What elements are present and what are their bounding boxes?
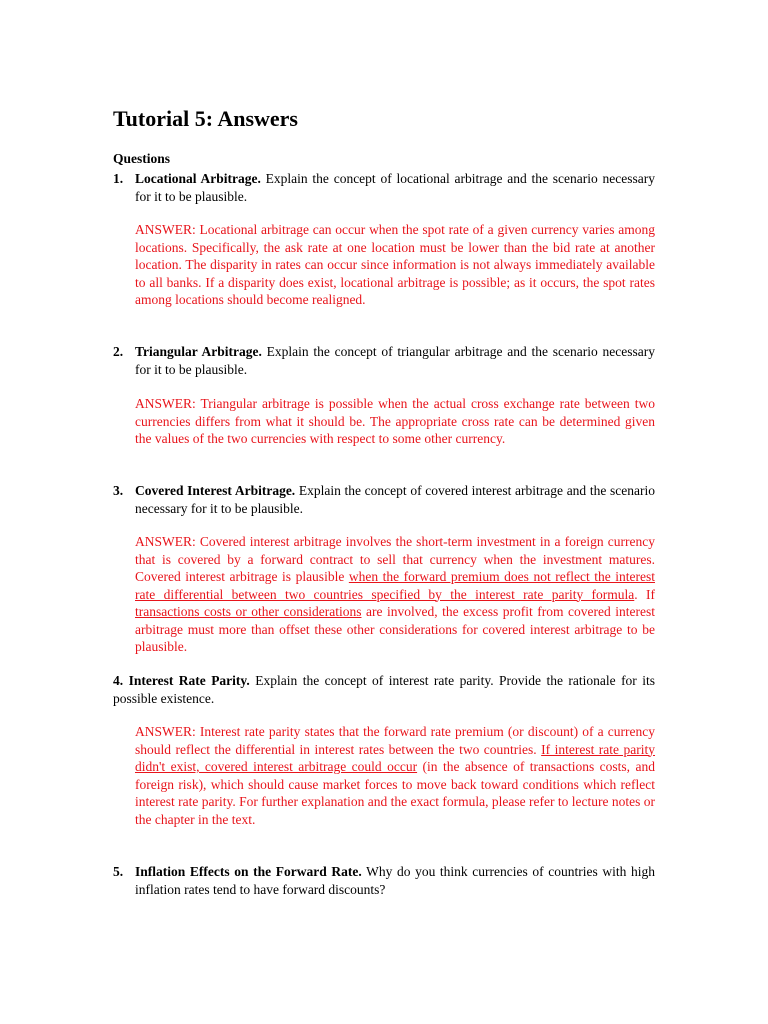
question-lead: Triangular Arbitrage. (135, 344, 262, 359)
question-3 (113, 482, 655, 517)
answer-4 (135, 723, 655, 828)
question-number: 2. (113, 344, 124, 359)
answer-text: . If (634, 586, 655, 602)
question-text (135, 482, 655, 517)
question-prompt: Explain the concept of triangular arbitrage and the scenario necessary for it to be plausible. (135, 344, 655, 377)
question-1 (113, 170, 655, 205)
question-2 (113, 343, 655, 378)
answer-2: ANSWER: Triangular arbitrage is possible when the actual cross exchange rate between two currencies differs from what it should be. The appropriate cross rate can be determined given the values of the two currencies with respect to some other currency. (135, 396, 655, 446)
question-lead: Locational Arbitrage. (135, 171, 261, 186)
question-text (135, 170, 655, 205)
page-title: Tutorial 5: Answers (113, 106, 298, 131)
answer-underlined-text: when the forward premium does not reflect the interest rate differential between two countries specified by the interest rate parity formula (135, 569, 655, 602)
question-prompt: Explain the concept of interest rate parity. Provide the rationale for its possible existence. (113, 673, 656, 706)
question-text (135, 863, 655, 898)
answer-underlined-text: transactions costs or other considerations (135, 604, 362, 619)
answer-text: (in the absence of transactions costs, and foreign risk), which should cause market forces to move back toward conditions which reflect interest rate parity. For further explanation and the exact formula, please refer to lecture notes or the chapter in the text. (135, 759, 655, 827)
question-lead: Interest Rate Parity. (128, 673, 250, 688)
question-5 (113, 863, 655, 898)
question-number: 4. (113, 673, 124, 688)
question-prompt: Explain the concept of covered interest arbitrage and the scenario necessary for it to be plausible. (135, 483, 655, 516)
question-number: 3. (113, 483, 124, 498)
question-4 (113, 672, 655, 707)
question-lead: Covered Interest Arbitrage. (135, 483, 296, 498)
answer-text: ANSWER: Interest rate parity states that the forward rate premium (or discount) of a currency should reflect the differential in interest rates between the two countries. (135, 724, 655, 757)
answer-text: ANSWER: Covered interest arbitrage involves the short-term investment in a foreign currency that is covered by a forward contract to sell that currency when the investment matures. Covered interest arbitrage is plausible (135, 534, 655, 584)
answer-3 (135, 533, 655, 656)
question-number: 5. (113, 864, 124, 879)
question-prompt: Explain the concept of locational arbitrage and the scenario necessary for it to be plausible. (135, 171, 655, 204)
section-heading: Questions (113, 151, 171, 166)
answer-1: ANSWER: Locational arbitrage can occur when the spot rate of a given currency varies among locations. Specifically, the ask rate at one location must be lower than the bid rate at another location. The disparity in rates can occur since information is not always immediately available to all banks. If a disparity does exist, locational arbitrage is possible; as it occurs, the spot rates among locations should become realigned. (135, 222, 655, 307)
answer-text: are involved, the excess profit from covered interest arbitrage must more than offset these other considerations for covered interest arbitrage to be plausible. (135, 604, 656, 654)
question-number: 1. (113, 171, 124, 186)
question-prompt: Why do you think currencies of countries with high inflation rates tend to have forward discounts? (135, 864, 655, 897)
answer-underlined-text: If interest rate parity didn't exist, covered interest arbitrage could occur (135, 741, 655, 774)
question-lead: Inflation Effects on the Forward Rate. (135, 864, 362, 879)
question-text (135, 343, 655, 378)
